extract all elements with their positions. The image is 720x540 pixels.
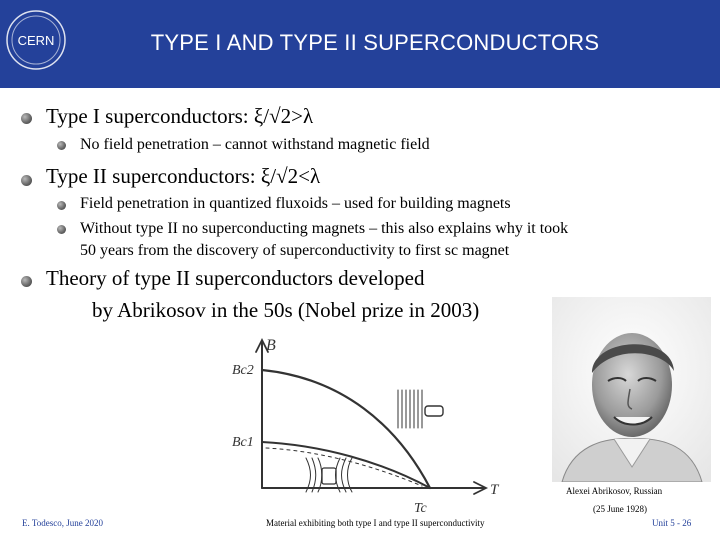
bullet-dot-icon <box>21 276 32 287</box>
cern-logo-icon <box>4 8 68 72</box>
header-bar <box>0 0 720 88</box>
page-title: TYPE I AND TYPE II SUPERCONDUCTORS <box>150 30 600 55</box>
meissner-field-lines <box>306 458 352 492</box>
abrikosov-photo <box>552 297 711 482</box>
footer-unit: Unit 5 - 26 <box>652 518 692 528</box>
bullet-type1: Type I superconductors: ξ/√2>λ <box>46 104 314 128</box>
bullet-type2-sub2-line2: 50 years from the discovery of superconductivity to first sc magnet <box>80 242 510 259</box>
meissner-sample <box>322 468 336 484</box>
mixed-state-sample <box>425 406 443 416</box>
bullet-type2-sub2-line1: Without type II no superconducting magnets – this also explains why it took <box>80 220 569 237</box>
bullet-theory-line2: by Abrikosov in the 50s (Nobel prize in 2003) <box>92 298 480 322</box>
bullet-dot-icon <box>57 225 66 234</box>
photo-caption-date: (25 June 1928) <box>593 504 647 514</box>
diagram-t-label: T <box>490 482 499 498</box>
diagram-y-label: B <box>266 337 276 354</box>
bullet-dot-icon <box>57 141 66 150</box>
bullet-theory-line1: Theory of type II superconductors developed <box>46 266 425 290</box>
bullet-type2-sub1: Field penetration in quantized fluxoids – used for building magnets <box>80 195 511 212</box>
bullet-dot-icon <box>57 201 66 210</box>
diagram-tc-label: Tc <box>414 501 427 516</box>
diagram-bc2-label: Bc2 <box>232 363 254 378</box>
bc2-curve <box>262 370 430 488</box>
diagram-bc1-label: Bc1 <box>232 435 254 450</box>
phase-diagram <box>222 330 512 520</box>
footer-author: E. Todesco, June 2020 <box>22 518 103 528</box>
bullet-dot-icon <box>21 175 32 186</box>
bullet-type2: Type II superconductors: ξ/√2<λ <box>46 164 321 188</box>
bullet-type1-sub: No field penetration – cannot withstand magnetic field <box>80 136 430 153</box>
photo-caption-name: Alexei Abrikosov, Russian <box>566 486 663 496</box>
footer-material-caption: Material exhibiting both type I and type II superconductivity <box>266 518 485 528</box>
fluxoid-lines <box>398 390 422 428</box>
bullet-dot-icon <box>21 113 32 124</box>
cern-logo-text: CERN <box>17 33 55 48</box>
